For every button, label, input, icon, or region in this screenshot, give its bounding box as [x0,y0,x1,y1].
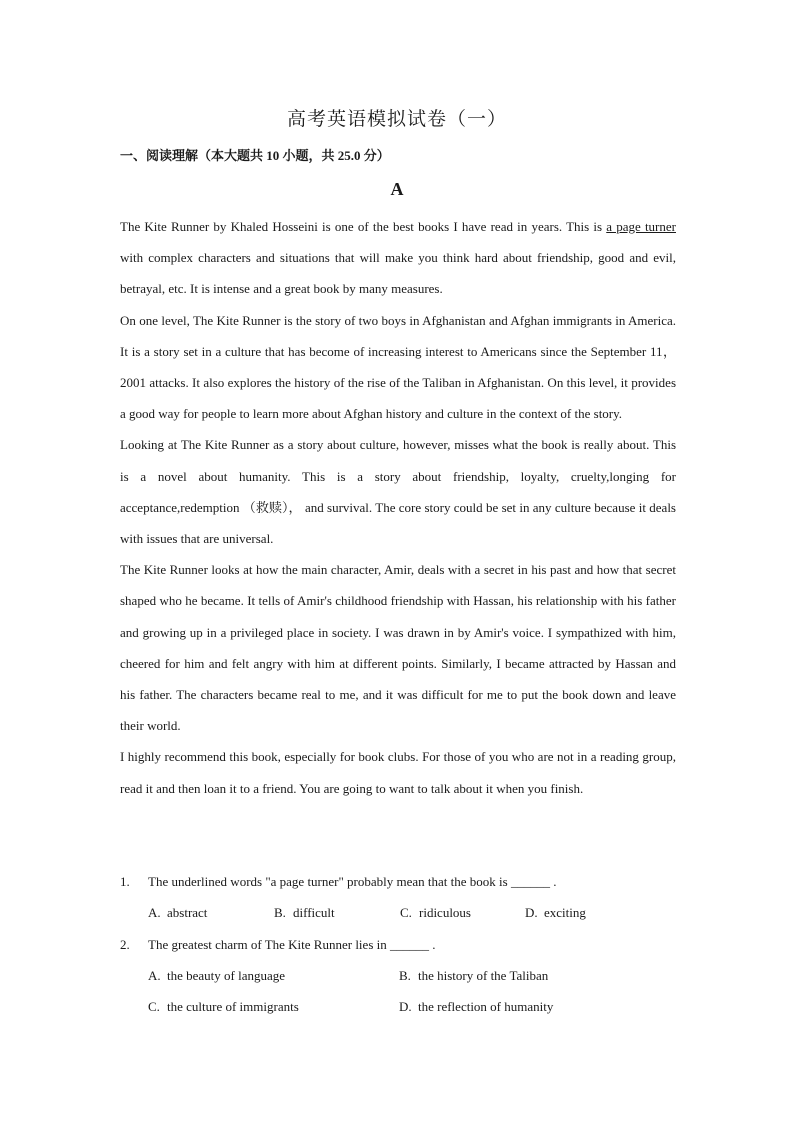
option-b[interactable] [399,960,548,991]
option-text: ridiculous [419,905,471,920]
option-text: difficult [293,905,335,920]
option-b[interactable] [274,897,335,928]
option-d[interactable] [399,991,553,1022]
option-key: A. [148,968,161,983]
question-2 [120,929,436,960]
option-key: D. [399,999,412,1014]
option-a[interactable] [148,960,285,991]
option-key: D. [525,905,538,920]
option-key: C. [400,905,412,920]
option-key: B. [274,905,286,920]
passage-text: with complex characters and situations that will make you think hard about friendship, good and evil, betrayal, etc. It is intense and a great book by many measures. [120,250,676,297]
option-a[interactable] [148,897,207,928]
option-text: abstract [167,905,208,920]
option-d[interactable] [525,897,586,928]
passage-text: The Kite Runner by Khaled Hosseini is one of the best books I have read in years. This is [120,219,607,234]
question-number: 1. [120,874,130,889]
question-number: 2. [120,937,130,952]
question-stem: The greatest charm of The Kite Runner lies in ______ . [148,937,436,952]
passage-paragraph-4: The Kite Runner looks at how the main character, Amir, deals with a secret in his past and how that secret shaped who he became. It tells of Amir's childhood friendship with Hassan, his relationship with his father and growing up in a privileged place in society. I was drawn in by Amir's voice. I sympathized with him, cheered for him and felt angry with him at different points. Similarly, I became attracted by Hassan and his father. The characters became real to me, and it was difficult for me to put the book down and leave their world. [120,562,676,734]
page-title: 高考英语模拟试卷（一） [286,109,507,130]
option-text: the culture of immigrants [167,999,299,1014]
question-stem: The underlined words "a page turner" probably mean that the book is ______ . [148,874,557,889]
underlined-phrase: a page turner [606,219,676,234]
passage-paragraph-2: On one level, The Kite Runner is the story of two boys in Afghanistan and Afghan immigrants in America. It is a story set in a culture that has become of increasing interest to Americans since the September 11，2001 attacks. It also explores the history of the rise of the Taliban in Afghanistan. On this level, it provides a good way for people to learn more about Afghan history and culture in the context of the story. [120,312,676,422]
option-key: C. [148,999,160,1014]
option-text: the reflection of humanity [418,999,554,1014]
option-c[interactable] [148,991,299,1022]
passage-paragraph-3: Looking at The Kite Runner as a story about culture, however, misses what the book is really about. This is a novel about humanity. This is a story about friendship, loyalty, cruelty,longing for acceptance,redemption （救赎）， and survival. The core story could be set in any culture because it deals with issues that are universal. [120,437,676,547]
option-key: A. [148,905,161,920]
passage-paragraph-1 [120,211,676,305]
option-c[interactable] [400,897,471,928]
section-heading: 一、阅读理解（本大题共 10 小题，共 25.0 分） [120,148,390,163]
question-1 [120,866,556,897]
passage-body [120,211,676,804]
option-text: exciting [544,905,586,920]
option-text: the beauty of language [167,968,286,983]
option-text: the history of the Taliban [418,968,549,983]
passage-label: A [390,179,404,199]
passage-paragraph-5: I highly recommend this book, especially for book clubs. For those of you who are not in a reading group, read it and then loan it to a friend. You are going to want to talk about it when you finish. [120,749,676,796]
option-key: B. [399,968,411,983]
